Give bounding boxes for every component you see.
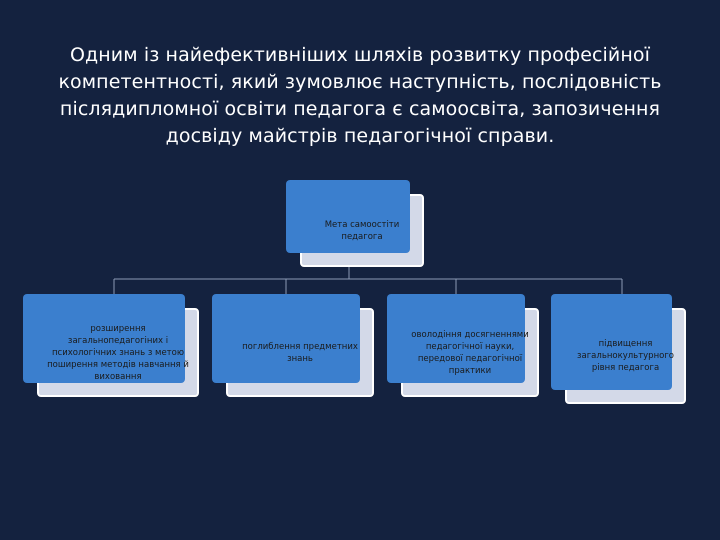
child-node-3-label: оволодіння досягненнями педагогічної науки, передової педагогічної практики	[411, 329, 529, 376]
child-node-3	[387, 294, 529, 383]
child-node-1	[23, 294, 189, 383]
root-node	[286, 180, 410, 253]
child-node-2	[212, 294, 360, 383]
child-node-2-label: поглиблення предметних знань	[242, 341, 358, 364]
root-node-label: Мета самоостіти педагога	[324, 219, 400, 242]
child-node-4	[551, 294, 672, 390]
child-node-1-label: розширення загальнопедагогіних і психологічних знань з метою поширення методів навчання й виховання	[47, 323, 189, 382]
child-node-4-label: підвищення загальнокультурного рівня педагога	[576, 339, 674, 373]
slide-title: Одним із найефективніших шляхів розвитку професійної компетентності, який зумовлює наступність, послідовність післядипломної освіти педагога є самоосвіта, запозичення досвіду майстрів педагогічної справи.	[58, 44, 662, 147]
